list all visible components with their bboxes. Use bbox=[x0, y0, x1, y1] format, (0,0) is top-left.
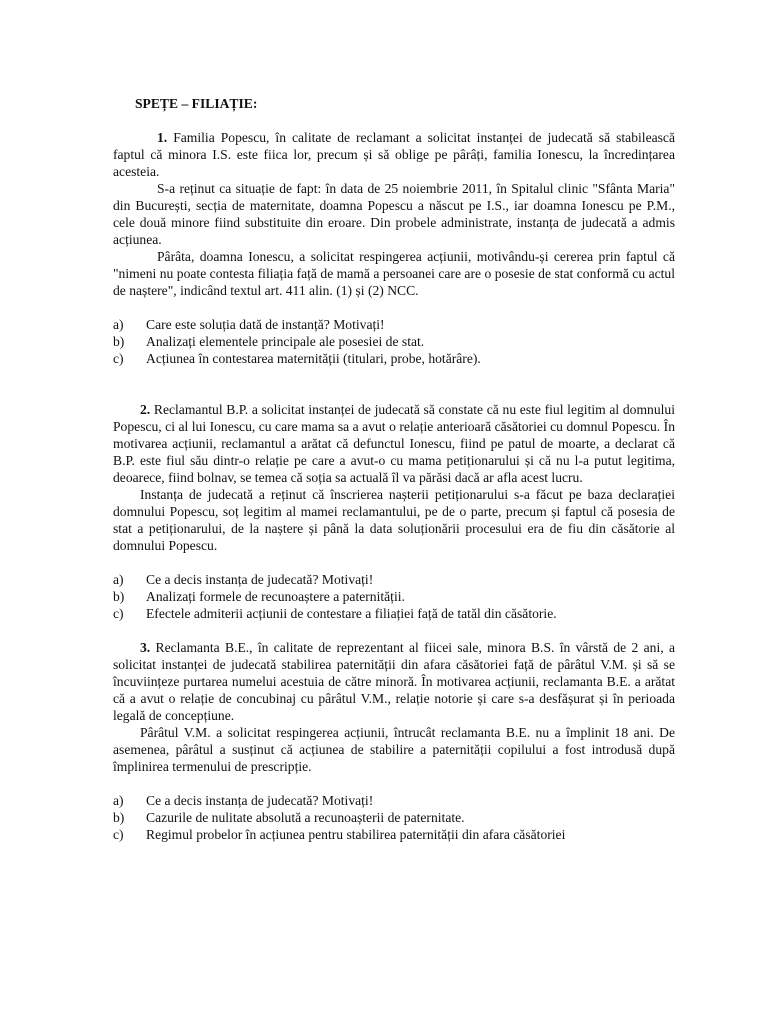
case-1 bbox=[113, 129, 675, 367]
case-1-paragraph-1 bbox=[113, 129, 675, 180]
case-1-paragraph-3: Pârâta, doamna Ionescu, a solicitat respingerea acțiunii, motivându-și cererea prin faptul că "nimeni nu poate contesta filiația față de mamă a persoanei care are o posesie de stat conformă cu actul de naștere", indicând textul art. 411 alin. (1) și (2) NCC. bbox=[113, 249, 675, 298]
case-3 bbox=[113, 639, 675, 843]
list-item bbox=[113, 605, 675, 622]
list-item bbox=[113, 333, 675, 350]
list-marker: b) bbox=[113, 589, 125, 604]
list-item bbox=[113, 809, 675, 826]
list-text: Cazurile de nulitate absolută a recunoașterii de paternitate. bbox=[146, 810, 465, 825]
case-1-questions bbox=[113, 316, 675, 367]
case-2-text-1: Reclamantul B.P. a solicitat instanței de judecată să constate că nu este fiul legitim al domnului Popescu, ci al lui Ionescu, cu care mama sa a avut o relație anterioară căsătoriei cu domnul Popescu. În motivarea acțiunii, reclamantul a arătat că defunctul Ionescu, fiind pe patul de moarte, a declarat că B.P. este fiul său dintr-o relație pe care a avut-o cu mama petiționarului și că nu l-a putut legitima, deoarece, fiind bolnav, se temea că soția sa actuală îl va părăsi dacă ar afla acest lucru. bbox=[113, 402, 675, 485]
list-text: Regimul probelor în acțiunea pentru stabilirea paternității din afara căsătoriei bbox=[146, 827, 566, 842]
case-1-paragraph-2: S-a reținut ca situație de fapt: în data de 25 noiembrie 2011, în Spitalul clinic "Sfânta Maria" din București, secția de maternitate, doamna Popescu a născut pe I.S., iar doamna Ionescu pe P.M., cele două minore fiind substituite din eroare. Din probele administrate, instanța de judecată a admis acțiunea. bbox=[113, 181, 675, 247]
case-3-text-1: Reclamanta B.E., în calitate de reprezentant al fiicei sale, minora B.S. în vârstă de 2 ani, a solicitat instanței de judecată stabilirea paternității din afara căsătoriei față de pârâtul V.M. și să se încuviințeze purtarea numelui acestuia de către minoră. În motivarea acțiunii, reclamanta B.E. a arătat că a avut o relație de concubinaj cu pârâtul V.M., relație notorie și care s-a desfășurat și în perioada legală de concepțiune. bbox=[113, 640, 675, 723]
case-3-paragraph-1 bbox=[113, 639, 675, 724]
case-3-questions bbox=[113, 792, 675, 843]
list-text: Ce a decis instanța de judecată? Motivați! bbox=[146, 572, 374, 587]
list-marker: c) bbox=[113, 351, 124, 366]
list-marker: a) bbox=[113, 572, 124, 587]
list-text: Efectele admiterii acțiunii de contestare a filiației față de tatăl din căsătorie. bbox=[146, 606, 557, 621]
case-3-paragraph-2: Pârâtul V.M. a solicitat respingerea acțiunii, întrucât reclamanta B.E. nu a împlinit 18 ani. De asemenea, pârâtul a susținut că acțiunea de stabilire a paternității copilului a fost introdusă după împlinirea termenului de prescripție. bbox=[113, 725, 675, 774]
list-marker: b) bbox=[113, 334, 125, 349]
list-text: Acțiunea în contestarea maternității (titulari, probe, hotărâre). bbox=[146, 351, 481, 366]
list-text: Analizați formele de recunoaștere a paternității. bbox=[146, 589, 405, 604]
document-body bbox=[113, 95, 675, 843]
document-title: SPEȚE – FILIAȚIE: bbox=[135, 96, 258, 111]
list-marker: c) bbox=[113, 606, 124, 621]
case-2 bbox=[113, 401, 675, 622]
list-marker: a) bbox=[113, 793, 124, 808]
list-item bbox=[113, 826, 675, 843]
case-1-number: 1. bbox=[157, 130, 168, 145]
list-text: Care este soluția dată de instanță? Motivați! bbox=[146, 317, 385, 332]
list-marker: b) bbox=[113, 810, 125, 825]
case-1-text-1: Familia Popescu, în calitate de reclamant a solicitat instanței de judecată să stabilească faptul că minora I.S. este fiica lor, precum și să oblige pe pârâți, familia Ionescu, la încredințarea acesteia. bbox=[113, 130, 675, 179]
case-2-paragraph-2: Instanța de judecată a reținut că înscrierea nașterii petiționarului s-a făcut pe baza declarației domnului Popescu, soț legitim al mamei reclamantului, pe de o parte, precum și faptul că posesia de stat a petiționarului, de la naștere și până la data soluționării procesului era de fiu din căsătorie al domnului Popescu. bbox=[113, 487, 675, 553]
list-item bbox=[113, 316, 675, 333]
case-2-number: 2. bbox=[140, 402, 151, 417]
list-marker: a) bbox=[113, 317, 124, 332]
list-item bbox=[113, 571, 675, 588]
list-text: Ce a decis instanța de judecată? Motivați! bbox=[146, 793, 374, 808]
list-item bbox=[113, 350, 675, 367]
list-item bbox=[113, 792, 675, 809]
list-marker: c) bbox=[113, 827, 124, 842]
list-item bbox=[113, 588, 675, 605]
case-2-questions bbox=[113, 571, 675, 622]
case-3-number: 3. bbox=[140, 640, 151, 655]
case-2-paragraph-1 bbox=[113, 401, 675, 486]
list-text: Analizați elementele principale ale posesiei de stat. bbox=[146, 334, 425, 349]
